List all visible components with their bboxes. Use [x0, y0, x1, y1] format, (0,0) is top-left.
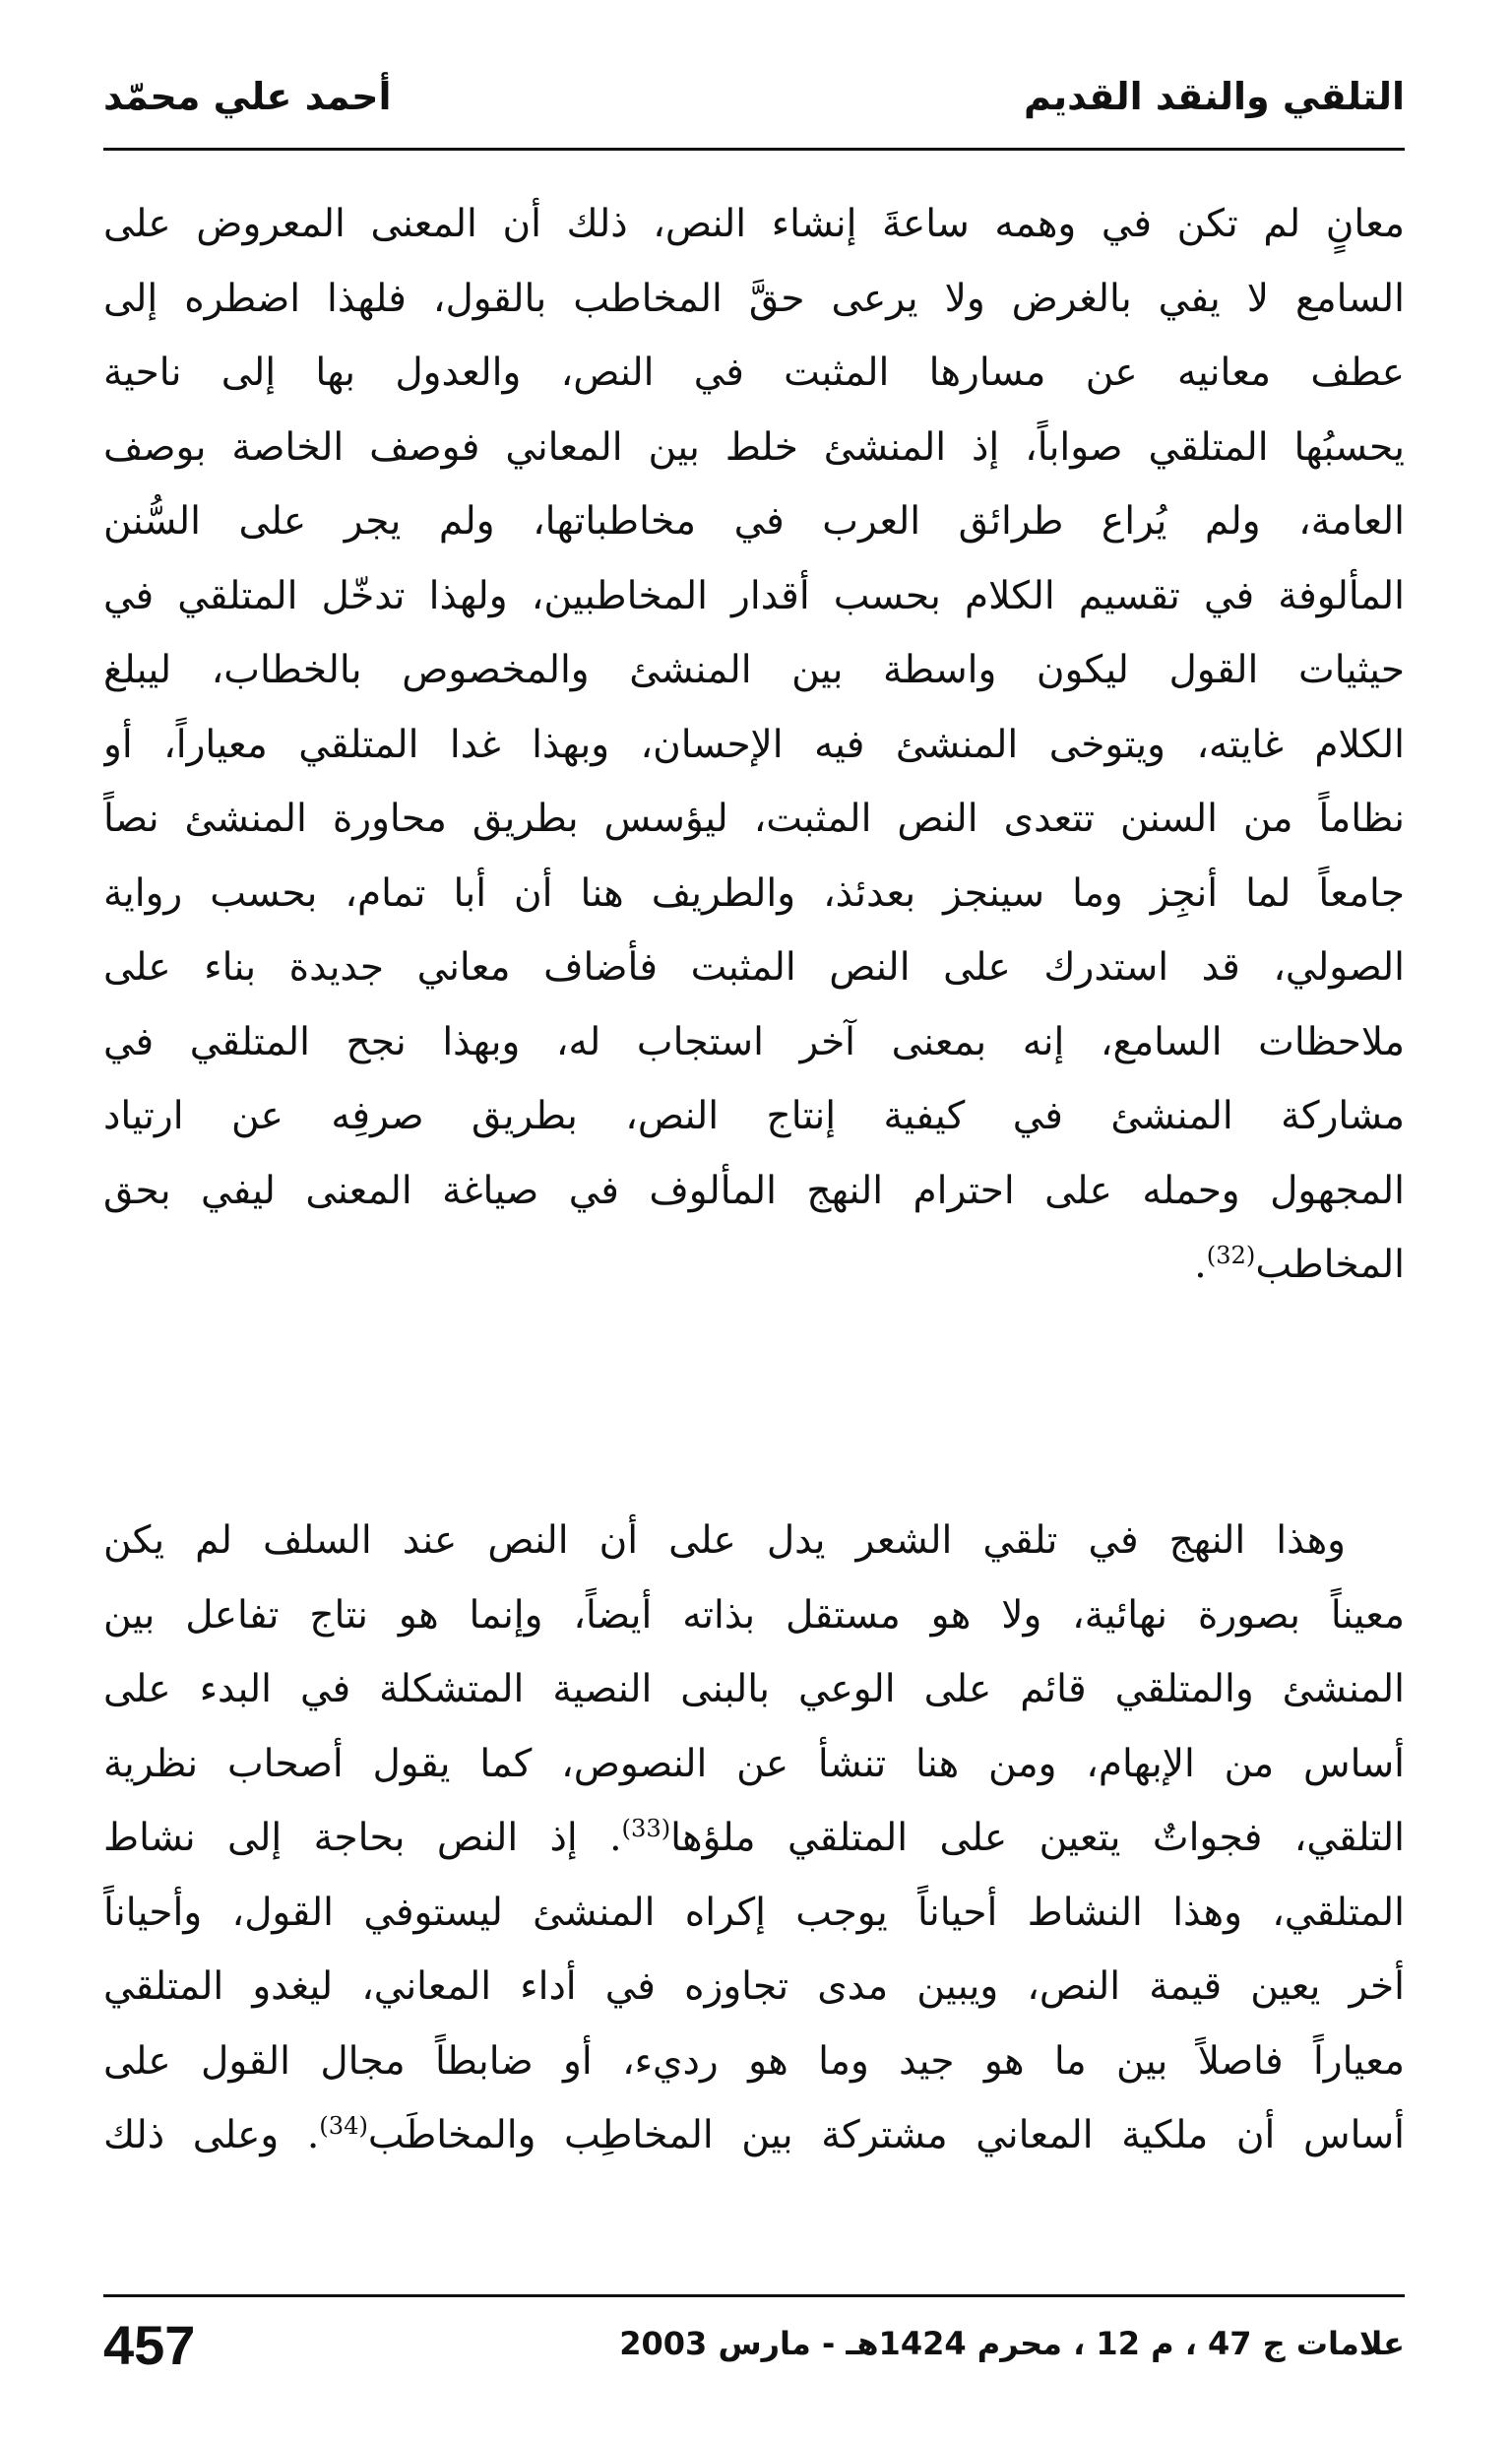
footnote-ref-34[interactable]: (34): [319, 2112, 368, 2140]
text-line: معانٍ لم تكن في وهمه ساعةَ إنشاء النص، ذلك أن المعنى المعروض على: [103, 202, 1405, 246]
text-line: معيناً بصورة نهائية، ولا هو مستقل بذاته أيضاً، وإنما هو نتاج تفاعل بين: [103, 1592, 1405, 1638]
text-line: يحسبُها المتلقي صواباً، إذ المنشئ خلط بين المعاني فوصف الخاصة بوصف: [103, 424, 1405, 470]
text-line: المنشئ والمتلقي قائم على الوعي بالبنى النصية المتشكلة في البدء على: [103, 1667, 1405, 1711]
page-footer: [103, 2309, 1405, 2388]
text-line: مشاركة المنشئ في كيفية إنتاج النص، بطريق صرفِه عن ارتياد: [103, 1094, 1405, 1138]
header-rule: [103, 148, 1405, 151]
author-name: أحمد علي محمّد: [103, 75, 392, 118]
text-line: عطف معانيه عن مسارها المثبت في النص، والعدول بها إلى ناحية: [103, 351, 1405, 395]
text-line: وهذا النهج في تلقي الشعر يدل على أن النص عند السلف لم يكن: [103, 1518, 1346, 1563]
line-text: . إذ النص بحاجة إلى نشاط: [103, 1816, 622, 1860]
footer-rule: [103, 2294, 1405, 2297]
paragraph-1: [103, 187, 1405, 1303]
line-end: .: [1194, 1243, 1207, 1287]
text-line: الصولي، قد استدرك على النص المثبت فأضاف معاني جديدة بناء على: [103, 945, 1405, 990]
text-line: جامعاً لما أنجِز وما سينجز بعدئذ، والطريف هنا أن أبا تمام، بحسب رواية: [103, 870, 1405, 916]
text-line: معياراً فاصلاً بين ما هو جيد وما هو رديء، أو ضابطاً مجال القول على: [103, 2038, 1405, 2084]
paragraph-2: [103, 1504, 1405, 2173]
footnote-ref-33[interactable]: (33): [621, 1815, 671, 1842]
line-text: . وعلى ذلك: [103, 2113, 320, 2157]
page-header: [103, 69, 1405, 148]
text-line-with-note: [103, 2098, 1405, 2173]
journal-citation: علامات ج 47 ، م 12 ، محرم 1424هـ - مارس 2003: [619, 2325, 1405, 2362]
line-text: التلقي، فجواتٌ يتعين على المتلقي ملؤها: [670, 1816, 1405, 1860]
text-line: نظاماً من السنن تتعدى النص المثبت، ليؤسس بطريق محاورة المنشئ نصاً: [103, 797, 1405, 841]
line-text: المخاطب: [1255, 1243, 1405, 1287]
text-line: المألوفة في تقسيم الكلام بحسب أقدار المخاطبين، ولهذا تدخّل المتلقي في: [103, 573, 1405, 618]
text-line: حيثيات القول ليكون واسطة بين المنشئ والمخصوص بالخطاب، ليبلغ: [103, 648, 1405, 692]
footnote-ref-32[interactable]: (32): [1206, 1242, 1256, 1269]
text-line: الكلام غايته، ويتوخى المنشئ فيه الإحسان، وبهذا غدا المتلقي معياراً، أو: [103, 722, 1405, 767]
text-line: السامع لا يفي بالغرض ولا يرعى حقَّ المخاطب بالقول، فلهذا اضطره إلى: [103, 276, 1405, 321]
running-title: التلقي والنقد القديم: [1024, 75, 1405, 118]
text-line: العامة، ولم يُراع طرائق العرب في مخاطباتها، ولم يجر على السُّنن: [103, 499, 1405, 544]
text-line: المجهول وحمله على احترام النهج المألوف في صياغة المعنى ليفي بحق: [103, 1168, 1405, 1213]
text-line: المتلقي، وهذا النشاط أحياناً يوجب إكراه المنشئ ليستوفي القول، وأحياناً: [103, 1890, 1405, 1935]
text-line-with-note: [103, 1801, 1405, 1876]
text-line: أساس من الإبهام، ومن هنا تنشأ عن النصوص، كما يقول أصحاب نظرية: [103, 1741, 1405, 1786]
page-number: 457: [103, 2314, 196, 2376]
text-line-last: [103, 1228, 1405, 1303]
text-line: ملاحظات السامع، إنه بمعنى آخر استجاب له، وبهذا نجح المتلقي في: [103, 1019, 1405, 1064]
text-line: أخر يعين قيمة النص، ويبين مدى تجاوزه في أداء المعاني، ليغدو المتلقي: [103, 1964, 1405, 2009]
line-text: أساس أن ملكية المعاني مشتركة بين المخاطِب والمخاطَب: [367, 2113, 1405, 2157]
